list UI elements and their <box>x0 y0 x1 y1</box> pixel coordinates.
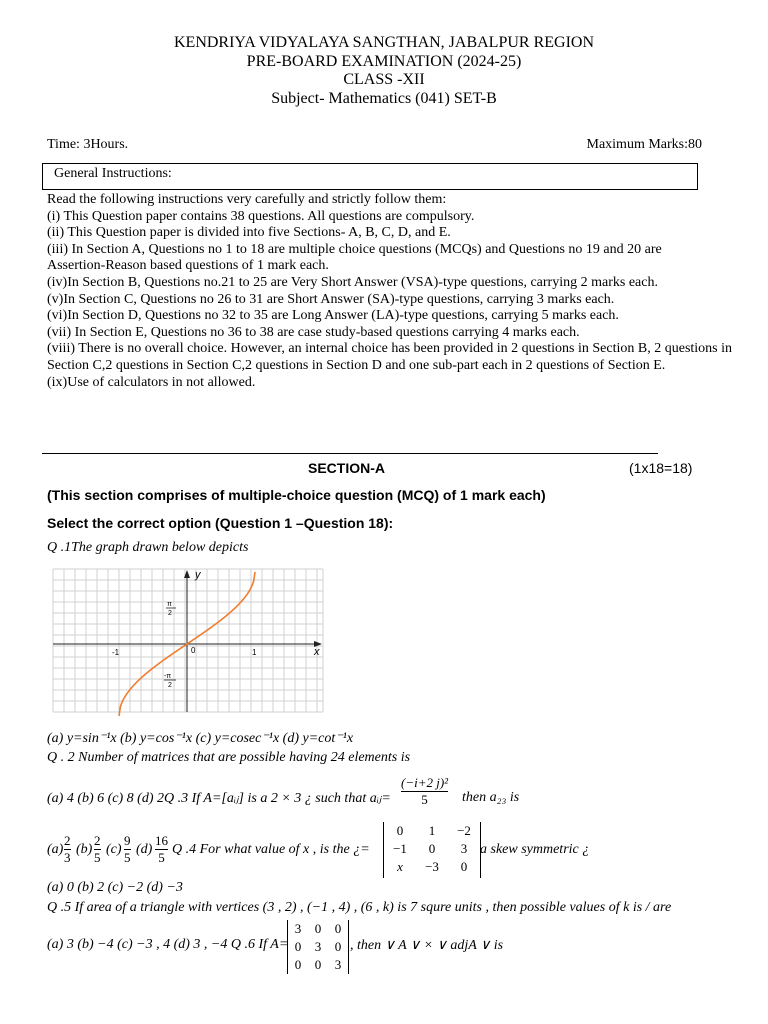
question-4-options: (a) 0 (b) 2 (c) −2 (d) −3 <box>47 880 183 895</box>
instruction-item: (vi)In Section D, Questions no 32 to 35 are Long Answer (LA)-type questions, carrying 5 marks each. <box>47 308 619 324</box>
instructions-title: General Instructions: <box>54 166 172 181</box>
q3-option-a: (a) <box>47 842 64 857</box>
section-marks: (1x18=18) <box>629 460 693 476</box>
instructions-list <box>47 192 747 391</box>
question-1-options: (a) y=sin⁻¹x (b) y=cos⁻¹x (c) y=cosec⁻¹x (d) y=cot⁻¹x <box>47 731 354 746</box>
q6-cell: 3 <box>314 939 322 954</box>
q4-cell: x <box>397 859 403 874</box>
header-class: CLASS -XII <box>343 71 425 88</box>
exam-meta <box>47 137 702 153</box>
y-axis-label: y <box>195 569 201 581</box>
question-2: Q . 2 Number of matrices that are possible having 24 elements is <box>47 750 411 765</box>
section-select-note: Select the correct option (Question 1 –Question 18): <box>47 515 394 531</box>
max-marks: Maximum Marks:80 <box>586 137 702 152</box>
q6-cell: 0 <box>294 957 302 972</box>
q3-fraction <box>401 775 448 808</box>
instruction-item: (iii) In Section A, Questions no 1 to 18 are multiple choice questions (MCQs) and Questions no 19 and 20 are <box>47 241 662 257</box>
q3-option-b: (b) <box>76 842 93 857</box>
q2-opts-q3-text: (a) 4 (b) 6 (c) 8 (d) 2Q .3 If A=[aᵢⱼ] is a 2 × 3 ¿ such that aᵢⱼ= <box>47 791 391 806</box>
instruction-item: Assertion-Reason based questions of 1 mark each. <box>47 258 329 274</box>
tick-label-two-neg: 2 <box>168 682 172 689</box>
q3-frac-3-den: 5 <box>124 850 131 865</box>
question-1-graph <box>52 565 326 717</box>
q3-frac-1-den: 3 <box>64 850 71 865</box>
instruction-item: (vii) In Section E, Questions no 36 to 38 are case study-based questions carrying 4 marks each. <box>47 324 580 340</box>
q3-frac-2-num: 2 <box>94 833 101 848</box>
q4-cell: −3 <box>425 859 439 874</box>
q6-matrix <box>287 920 349 974</box>
question-1: Q .1The graph drawn below depicts <box>47 540 249 555</box>
graph-axes <box>53 573 320 712</box>
q3-option-d: (d) <box>136 842 153 857</box>
tick-label-neg1: -1 <box>112 648 120 657</box>
q6-cell: 0 <box>314 957 322 972</box>
instruction-item: (ii) This Question paper is divided into five Sections- A, B, C, D, and E. <box>47 225 451 241</box>
divider <box>42 453 658 454</box>
q3-frac-3 <box>124 833 131 866</box>
tick-label-1: 1 <box>252 648 257 657</box>
q3-frac-4 <box>155 833 168 866</box>
exam-header <box>0 34 768 108</box>
q3-frac-2-den: 5 <box>94 850 101 865</box>
q3-option-c: (c) <box>106 842 122 857</box>
instruction-item: (i) This Question paper contains 38 questions. All questions are compulsory. <box>47 208 475 224</box>
q6-cell: 0 <box>314 921 322 936</box>
q3-frac-1-num: 2 <box>64 833 71 848</box>
q4-cell: 1 <box>428 823 436 838</box>
graph-grid <box>53 569 323 712</box>
q3-frac-4-num: 16 <box>155 833 168 848</box>
question-2-opts-question-3 <box>47 790 391 807</box>
q3-denominator: 5 <box>421 792 428 807</box>
header-region: KENDRIYA VIDYALAYA SANGTHAN, JABALPUR REGION <box>173 34 595 51</box>
q4-matrix <box>383 822 481 878</box>
q3-tail: then a₂₃ is <box>462 790 520 805</box>
q6-cell: 0 <box>334 939 342 954</box>
instruction-item: (ix)Use of calculators in not allowed. <box>47 374 256 390</box>
q3-frac-2 <box>94 833 101 866</box>
instruction-item: (v)In Section C, Questions no 26 to 31 are Short Answer (SA)-type questions, carrying 3 marks each. <box>47 291 615 307</box>
tick-label-negpi: -π <box>164 673 172 680</box>
instruction-item: (iv)In Section B, Questions no.21 to 25 are Very Short Answer (VSA)-type questions, carrying 2 marks each. <box>47 274 658 290</box>
section-title: SECTION-A <box>308 460 385 476</box>
tick-label-zero: 0 <box>191 646 196 655</box>
q3-frac-4-den: 5 <box>158 850 165 865</box>
question-4: Q .4 For what value of x , is the ¿= <box>172 842 370 857</box>
q6-cell: 0 <box>334 921 342 936</box>
tick-label-pi: π <box>167 601 172 608</box>
q4-cell: −2 <box>457 823 471 838</box>
section-description: (This section comprises of multiple-choice question (MCQ) of 1 mark each) <box>47 487 546 503</box>
instruction-item: (viii) There is no overall choice. However, an internal choice has been provided in 2 questions in Section B, 2 questions in Section C,2 questions in Section C,2 questions in Section D and one sub-part each in 2 questions of Section E. <box>47 341 733 373</box>
question-5-opts-question-6: (a) 3 (b) −4 (c) −3 , 4 (d) 3 , −4 Q .6 If A= <box>47 937 289 952</box>
q4-cell: 0 <box>460 859 468 874</box>
q6-cell: 0 <box>294 939 302 954</box>
instructions-title-box <box>42 163 698 190</box>
q4-tail: a skew symmetric ¿ <box>480 842 590 857</box>
q6-tail: , then ∨ A ∨ × ∨ adjA ∨ is <box>350 938 504 953</box>
question-5: Q .5 If area of a triangle with vertices (3 , 2) , (−1 , 4) , (6 , k) is 7 squre units , then possible values of k is / are <box>47 900 672 915</box>
q4-cell: 0 <box>396 823 404 838</box>
q4-cell: −1 <box>393 841 407 856</box>
q4-cell: 0 <box>428 841 436 856</box>
instructions-intro: Read the following instructions very carefully and strictly follow them: <box>47 192 447 207</box>
q3-numerator: (−i+2 j)² <box>401 775 449 790</box>
q3-frac-1 <box>64 833 71 866</box>
q6-cell: 3 <box>294 921 302 936</box>
q4-cell: 3 <box>460 841 468 856</box>
tick-label-two: 2 <box>168 610 172 617</box>
exam-time: Time: 3Hours. <box>47 137 129 152</box>
q6-cell: 3 <box>334 957 342 972</box>
header-subject: Subject- Mathematics (041) SET-B <box>271 89 497 107</box>
q3-frac-3-num: 9 <box>124 833 131 848</box>
x-axis-label: x <box>314 646 320 658</box>
header-exam: PRE-BOARD EXAMINATION (2024-25) <box>246 52 522 70</box>
